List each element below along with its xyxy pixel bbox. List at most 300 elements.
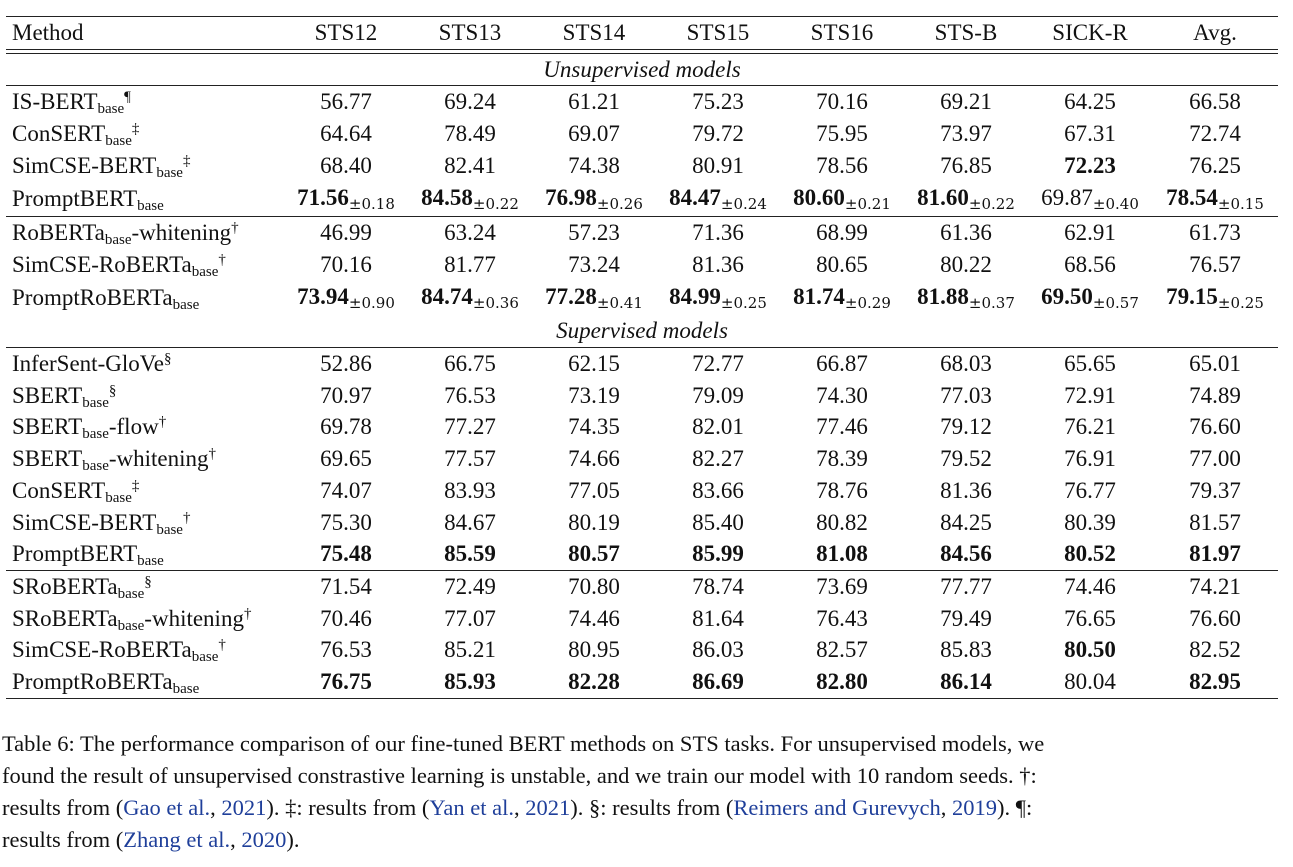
- value-cell: [656, 182, 780, 217]
- value-cell: [532, 666, 656, 698]
- score-value: 74.30: [816, 382, 868, 408]
- citation-reimers[interactable]: Reimers and Gurevych: [733, 795, 941, 820]
- method-cell: [6, 570, 284, 602]
- table-row: [6, 118, 1278, 150]
- citation-reimers-year[interactable]: 2019: [952, 795, 998, 820]
- method-name: PromptRoBERTa: [12, 285, 173, 311]
- value-cell: [1152, 475, 1278, 507]
- header-sickr: SICK-R: [1028, 17, 1152, 50]
- method-name: SimCSE-BERT: [12, 152, 157, 178]
- value-cell: [1028, 538, 1152, 570]
- value-cell: [1028, 507, 1152, 539]
- value-cell: [408, 281, 532, 316]
- value-cell: [1028, 666, 1152, 698]
- value-cell: [532, 86, 656, 118]
- value-cell: [408, 443, 532, 475]
- value-cell: [1152, 118, 1278, 150]
- header-sts16: STS16: [780, 17, 904, 50]
- score-value: 75.23: [692, 89, 744, 115]
- score-value: 52.86: [320, 351, 372, 377]
- method-subscript: base: [137, 198, 164, 215]
- method-subscript: base: [82, 426, 109, 443]
- method-name: RoBERTa: [12, 220, 105, 246]
- results-table: [6, 16, 1278, 699]
- score-value: 69.78: [320, 414, 372, 440]
- method-cell: [6, 634, 284, 666]
- caption-line-4: results from (Zhang et al., 2020).: [2, 827, 300, 852]
- value-cell: [408, 603, 532, 635]
- score-value: 71.54: [320, 573, 372, 599]
- value-cell: [780, 118, 904, 150]
- source-mark: †: [243, 605, 252, 622]
- method-name: SBERT: [12, 382, 83, 408]
- std-value: ±0.15: [1217, 194, 1264, 213]
- method-cell: [6, 281, 284, 316]
- table-row: [6, 150, 1278, 182]
- value-cell: [656, 380, 780, 412]
- score-value: 75.48: [320, 541, 372, 567]
- score-value: 67.31: [1064, 121, 1116, 147]
- std-value: ±0.25: [1217, 293, 1264, 312]
- score-value: 84.67: [444, 509, 496, 535]
- method-cell: [6, 118, 284, 150]
- value-cell: [284, 249, 408, 281]
- score-value: 57.23: [568, 220, 620, 246]
- value-cell: [284, 86, 408, 118]
- score-value: 81.60: [917, 184, 969, 210]
- score-value: 65.01: [1189, 351, 1241, 377]
- score-value: 81.77: [444, 251, 496, 277]
- value-cell: [1028, 182, 1152, 217]
- value-cell: [284, 217, 408, 249]
- value-cell: [284, 538, 408, 570]
- value-cell: [284, 150, 408, 182]
- method-name: SimCSE-RoBERTa: [12, 251, 192, 277]
- method-cell: [6, 443, 284, 475]
- value-cell: [284, 411, 408, 443]
- section-title: Unsupervised models: [6, 53, 1278, 86]
- score-value: 77.46: [816, 414, 868, 440]
- method-subscript: base: [156, 164, 183, 181]
- value-cell: [656, 249, 780, 281]
- score-value: 74.35: [568, 414, 620, 440]
- value-cell: [408, 666, 532, 698]
- method-subscript: base: [172, 297, 200, 314]
- value-cell: [656, 507, 780, 539]
- value-cell: [1152, 281, 1278, 316]
- value-cell: [1028, 217, 1152, 249]
- method-cell: [6, 603, 284, 635]
- score-value: 68.40: [320, 152, 372, 178]
- value-cell: [532, 570, 656, 602]
- value-cell: [532, 603, 656, 635]
- method-suffix: -flow: [108, 414, 159, 440]
- value-cell: [780, 249, 904, 281]
- score-value: 71.56: [297, 184, 349, 210]
- score-value: 82.01: [692, 414, 744, 440]
- score-value: 84.47: [669, 184, 721, 210]
- value-cell: [532, 380, 656, 412]
- value-cell: [904, 634, 1028, 666]
- method-name: ConSERT: [12, 477, 106, 503]
- score-value: 80.04: [1064, 669, 1116, 695]
- score-value: 78.56: [816, 152, 868, 178]
- citation-gao[interactable]: Gao et al.: [123, 795, 211, 820]
- score-value: 61.36: [940, 220, 992, 246]
- value-cell: [532, 507, 656, 539]
- score-value: 70.97: [320, 382, 372, 408]
- table-caption: [2, 728, 1288, 856]
- std-value: ±0.37: [968, 293, 1015, 312]
- value-cell: [780, 281, 904, 316]
- score-value: 70.16: [816, 89, 868, 115]
- score-value: 85.40: [692, 509, 744, 535]
- score-value: 77.05: [568, 477, 620, 503]
- score-value: 80.82: [816, 509, 868, 535]
- section-header-row: [6, 315, 1278, 347]
- score-value: 63.24: [444, 220, 496, 246]
- score-value: 79.52: [940, 446, 992, 472]
- score-value: 62.91: [1064, 220, 1116, 246]
- value-cell: [532, 411, 656, 443]
- value-cell: [904, 380, 1028, 412]
- score-value: 82.57: [816, 637, 868, 663]
- value-cell: [780, 570, 904, 602]
- value-cell: [532, 281, 656, 316]
- score-value: 74.46: [1064, 573, 1116, 599]
- value-cell: [656, 475, 780, 507]
- table-row: [6, 380, 1278, 412]
- score-value: 68.03: [940, 351, 992, 377]
- score-value: 76.60: [1189, 605, 1241, 631]
- value-cell: [904, 86, 1028, 118]
- value-cell: [284, 603, 408, 635]
- value-cell: [780, 411, 904, 443]
- score-value: 71.36: [692, 220, 744, 246]
- score-value: 73.69: [816, 573, 868, 599]
- table-row: [6, 570, 1278, 602]
- value-cell: [656, 150, 780, 182]
- score-value: 84.58: [421, 184, 473, 210]
- score-value: 81.88: [917, 283, 969, 309]
- value-cell: [408, 475, 532, 507]
- score-value: 69.21: [940, 89, 992, 115]
- value-cell: [1152, 380, 1278, 412]
- score-value: 76.57: [1189, 251, 1241, 277]
- score-value: 64.25: [1064, 89, 1116, 115]
- score-value: 81.64: [692, 605, 744, 631]
- method-cell: [6, 249, 284, 281]
- value-cell: [904, 603, 1028, 635]
- score-value: 65.65: [1064, 351, 1116, 377]
- score-value: 83.66: [692, 477, 744, 503]
- method-subscript: base: [191, 649, 219, 666]
- value-cell: [532, 538, 656, 570]
- score-value: 79.09: [692, 382, 744, 408]
- value-cell: [408, 217, 532, 249]
- score-value: 77.77: [940, 573, 992, 599]
- score-value: 76.53: [320, 637, 372, 663]
- score-value: 82.80: [816, 669, 868, 695]
- citation-zhang-year[interactable]: 2020: [241, 827, 287, 852]
- table-row: [6, 475, 1278, 507]
- score-value: 80.39: [1064, 509, 1116, 535]
- score-value: 78.49: [444, 121, 496, 147]
- score-value: 79.72: [692, 121, 744, 147]
- score-value: 78.39: [816, 446, 868, 472]
- score-value: 69.07: [568, 121, 620, 147]
- method-name: IS-BERT: [12, 89, 98, 115]
- score-value: 76.91: [1064, 446, 1116, 472]
- header-sts13: STS13: [408, 17, 532, 50]
- value-cell: [284, 281, 408, 316]
- method-name: SimCSE-RoBERTa: [12, 637, 192, 663]
- score-value: 73.24: [568, 251, 620, 277]
- method-cell: [6, 182, 284, 217]
- citation-yan[interactable]: Yan et al.: [429, 795, 515, 820]
- std-value: ±0.22: [968, 194, 1015, 213]
- caption-text: ).: [286, 827, 300, 852]
- score-value: 84.74: [421, 283, 473, 309]
- value-cell: [1028, 570, 1152, 602]
- score-value: 77.27: [444, 414, 496, 440]
- value-cell: [532, 634, 656, 666]
- value-cell: [1152, 570, 1278, 602]
- value-cell: [1152, 538, 1278, 570]
- score-value: 72.23: [1064, 152, 1116, 178]
- value-cell: [780, 86, 904, 118]
- caption-line-1: Table 6: The performance comparison of our fine-tuned BERT methods on STS tasks. For unsupervised models, we: [2, 731, 1045, 756]
- score-value: 82.28: [568, 669, 620, 695]
- source-mark: †: [208, 446, 217, 463]
- score-value: 72.91: [1064, 382, 1116, 408]
- source-mark: †: [218, 637, 226, 654]
- value-cell: [656, 634, 780, 666]
- value-cell: [1152, 411, 1278, 443]
- score-value: 70.16: [320, 251, 372, 277]
- value-cell: [408, 182, 532, 217]
- score-value: 80.95: [568, 637, 620, 663]
- value-cell: [284, 182, 408, 217]
- value-cell: [408, 348, 532, 380]
- score-value: 69.87: [1041, 184, 1093, 210]
- method-subscript: base: [156, 521, 183, 538]
- table-row: [6, 217, 1278, 249]
- std-value: ±0.25: [720, 293, 767, 312]
- method-subscript: base: [137, 553, 164, 570]
- score-value: 85.93: [444, 669, 496, 695]
- value-cell: [1152, 443, 1278, 475]
- citation-yan-year[interactable]: 2021: [525, 795, 571, 820]
- score-value: 76.43: [816, 605, 868, 631]
- table-row: [6, 348, 1278, 380]
- table-row: [6, 507, 1278, 539]
- source-mark: †: [182, 509, 191, 526]
- score-value: 61.73: [1189, 220, 1241, 246]
- value-cell: [780, 182, 904, 217]
- value-cell: [1152, 603, 1278, 635]
- results-table-body: [6, 17, 1278, 699]
- std-value: ±0.21: [844, 194, 891, 213]
- value-cell: [1152, 348, 1278, 380]
- method-subscript: base: [82, 394, 109, 411]
- score-value: 81.57: [1189, 509, 1241, 535]
- table-row: [6, 443, 1278, 475]
- value-cell: [284, 666, 408, 698]
- score-value: 76.65: [1064, 605, 1116, 631]
- source-mark: ‡: [131, 121, 140, 138]
- table-row: [6, 86, 1278, 118]
- method-subscript: base: [105, 489, 132, 506]
- method-cell: [6, 86, 284, 118]
- value-cell: [408, 118, 532, 150]
- value-cell: [780, 150, 904, 182]
- source-mark: †: [231, 220, 239, 237]
- method-name: SimCSE-BERT: [12, 509, 157, 535]
- method-cell: [6, 150, 284, 182]
- value-cell: [408, 634, 532, 666]
- value-cell: [656, 411, 780, 443]
- value-cell: [904, 570, 1028, 602]
- method-name: SBERT: [12, 414, 83, 440]
- score-value: 81.08: [816, 541, 868, 567]
- value-cell: [1152, 182, 1278, 217]
- value-cell: [1152, 634, 1278, 666]
- score-value: 80.65: [816, 251, 868, 277]
- score-value: 85.99: [692, 541, 744, 567]
- score-value: 66.75: [444, 351, 496, 377]
- method-suffix: -whitening: [144, 605, 244, 631]
- score-value: 69.50: [1041, 283, 1093, 309]
- value-cell: [284, 570, 408, 602]
- score-value: 70.46: [320, 605, 372, 631]
- score-value: 64.64: [320, 121, 372, 147]
- score-value: 74.46: [568, 605, 620, 631]
- value-cell: [1028, 443, 1152, 475]
- score-value: 76.98: [545, 184, 597, 210]
- table-row: [6, 634, 1278, 666]
- score-value: 66.87: [816, 351, 868, 377]
- score-value: 86.03: [692, 637, 744, 663]
- score-value: 70.80: [568, 573, 620, 599]
- score-value: 77.57: [444, 446, 496, 472]
- score-value: 80.91: [692, 152, 744, 178]
- score-value: 82.41: [444, 152, 496, 178]
- value-cell: [904, 475, 1028, 507]
- score-value: 80.50: [1064, 637, 1116, 663]
- value-cell: [532, 150, 656, 182]
- score-value: 80.19: [568, 509, 620, 535]
- score-value: 79.12: [940, 414, 992, 440]
- std-value: ±0.57: [1092, 293, 1139, 312]
- method-cell: [6, 380, 284, 412]
- value-cell: [532, 182, 656, 217]
- score-value: 79.49: [940, 605, 992, 631]
- value-cell: [780, 507, 904, 539]
- score-value: 75.30: [320, 509, 372, 535]
- caption-text: ). ‡: results from (: [266, 795, 430, 820]
- score-value: 80.57: [568, 541, 620, 567]
- header-sts15: STS15: [656, 17, 780, 50]
- value-cell: [1152, 666, 1278, 698]
- method-name: PromptBERT: [12, 541, 138, 567]
- score-value: 83.93: [444, 477, 496, 503]
- score-value: 76.85: [940, 152, 992, 178]
- citation-gao-year[interactable]: 2021: [221, 795, 267, 820]
- results-table-container: [6, 16, 1278, 699]
- method-name: PromptBERT: [12, 186, 138, 212]
- method-name: ConSERT: [12, 121, 106, 147]
- score-value: 72.77: [692, 351, 744, 377]
- value-cell: [284, 634, 408, 666]
- score-value: 77.03: [940, 382, 992, 408]
- value-cell: [780, 475, 904, 507]
- score-value: 76.53: [444, 382, 496, 408]
- score-value: 73.97: [940, 121, 992, 147]
- section-header-row: [6, 53, 1278, 86]
- table-row: [6, 249, 1278, 281]
- value-cell: [904, 666, 1028, 698]
- score-value: 79.37: [1189, 477, 1241, 503]
- value-cell: [780, 348, 904, 380]
- value-cell: [284, 380, 408, 412]
- value-cell: [656, 570, 780, 602]
- source-mark: §: [108, 382, 117, 399]
- caption-line-2: found the result of unsupervised constrastive learning is unstable, and we train our model with 10 random seeds. †:: [2, 763, 1037, 788]
- score-value: 69.24: [444, 89, 496, 115]
- score-value: 86.14: [940, 669, 992, 695]
- score-value: 81.74: [793, 283, 845, 309]
- value-cell: [780, 538, 904, 570]
- std-value: ±0.18: [348, 194, 395, 213]
- std-value: ±0.40: [1092, 194, 1139, 213]
- std-value: ±0.22: [472, 194, 519, 213]
- score-value: 68.99: [816, 220, 868, 246]
- value-cell: [904, 217, 1028, 249]
- std-value: ±0.90: [348, 293, 395, 312]
- score-value: 84.99: [669, 283, 721, 309]
- score-value: 68.56: [1064, 251, 1116, 277]
- score-value: 85.21: [444, 637, 496, 663]
- value-cell: [656, 86, 780, 118]
- value-cell: [780, 634, 904, 666]
- value-cell: [904, 118, 1028, 150]
- header-stsb: STS-B: [904, 17, 1028, 50]
- value-cell: [656, 443, 780, 475]
- value-cell: [780, 217, 904, 249]
- value-cell: [532, 249, 656, 281]
- score-value: 84.25: [940, 509, 992, 535]
- value-cell: [408, 86, 532, 118]
- score-value: 77.28: [545, 283, 597, 309]
- value-cell: [1152, 507, 1278, 539]
- score-value: 72.74: [1189, 121, 1241, 147]
- score-value: 80.60: [793, 184, 845, 210]
- method-name: SRoBERTa: [12, 573, 118, 599]
- value-cell: [1152, 249, 1278, 281]
- value-cell: [1028, 249, 1152, 281]
- score-value: 74.38: [568, 152, 620, 178]
- source-mark: ‡: [182, 152, 191, 169]
- value-cell: [904, 507, 1028, 539]
- citation-zhang[interactable]: Zhang et al.: [123, 827, 231, 852]
- value-cell: [1028, 118, 1152, 150]
- source-mark: †: [218, 251, 226, 268]
- value-cell: [904, 411, 1028, 443]
- score-value: 85.59: [444, 541, 496, 567]
- score-value: 79.15: [1166, 283, 1218, 309]
- method-subscript: base: [191, 263, 219, 280]
